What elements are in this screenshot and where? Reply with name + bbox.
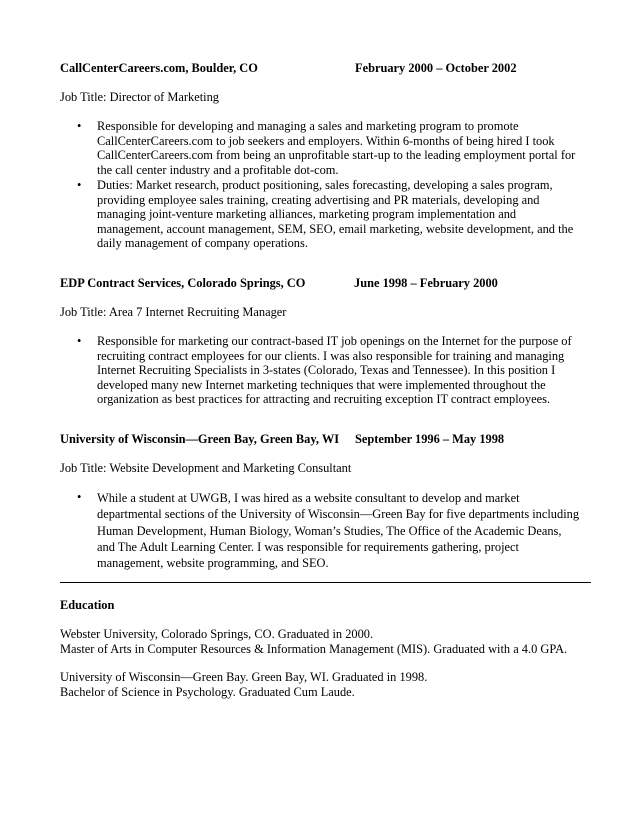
education-heading: Education (60, 598, 115, 612)
job-3-bullet-1: While a student at UWGB, I was hired as a website consultant to develop and market departmental sections of the University of Wisconsin—Green Bay for five departments including Human Development, Human Biology, Woman’s Studies, The Office of the Academic Deans, and The Adult Learning Center. I was responsible for requirements gathering, project management, website programming, and SEO. (97, 491, 580, 571)
job-1-bullet-2: Duties: Market research, product positioning, sales forecasting, developing a sales program, providing employee sales training, creating advertising and PR materials, developing and managing joint-venture marketing alliances, marketing program implementation and management, account management, SEM, SEO, email marketing, website development, and the daily management of company operations. (97, 178, 574, 251)
bullet-icon: • (77, 119, 82, 133)
job-1-dates: February 2000 – October 2002 (355, 61, 517, 75)
bullet-icon: • (77, 490, 82, 504)
bullet-icon: • (77, 334, 82, 348)
job-2-dates: June 1998 – February 2000 (354, 276, 498, 290)
job-3-dates: September 1996 – May 1998 (355, 432, 505, 446)
education-entry-1-line-1: Webster University, Colorado Springs, CO. Graduated in 2000. (60, 627, 374, 641)
job-2-bullet-1: Responsible for marketing our contract-based IT job openings on the Internet for the purpose of recruiting contract employees for our clients. I was also responsible for training and managing Internet Recruiting Specialists in 3-states (Colorado, Texas and Tennessee). In this position I developed many new Internet marketing techniques that were implemented throughout the organization as best practices for attracting and recruiting exception IT contract employees. (97, 334, 572, 407)
education-entry-1-line-2: Master of Arts in Computer Resources & Information Management (MIS). Graduated with a 4.0 GPA. (60, 642, 568, 656)
job-1-bullet-1: Responsible for developing and managing a sales and marketing program to promote CallCenterCareers.com to job seekers and employers. Within 6-months of being hired I took CallCenterCareers.com from being an unprofitable start-up to the leading employment portal for the call center industry and a profitable dot-com. (97, 119, 576, 177)
job-3-company: University of Wisconsin—Green Bay, Green Bay, WI (60, 432, 340, 446)
job-2-company: EDP Contract Services, Colorado Springs, CO (60, 276, 306, 290)
job-2-title: Job Title: Area 7 Internet Recruiting Manager (60, 305, 287, 319)
education-entry-2-line-1: University of Wisconsin—Green Bay. Green Bay, WI. Graduated in 1998. (60, 670, 428, 684)
job-3-title: Job Title: Website Development and Marketing Consultant (60, 461, 352, 475)
section-divider (60, 582, 591, 583)
job-1-company: CallCenterCareers.com, Boulder, CO (60, 61, 258, 75)
education-entry-2-line-2: Bachelor of Science in Psychology. Graduated Cum Laude. (60, 685, 355, 699)
job-1-title: Job Title: Director of Marketing (60, 90, 219, 104)
bullet-icon: • (77, 178, 82, 192)
